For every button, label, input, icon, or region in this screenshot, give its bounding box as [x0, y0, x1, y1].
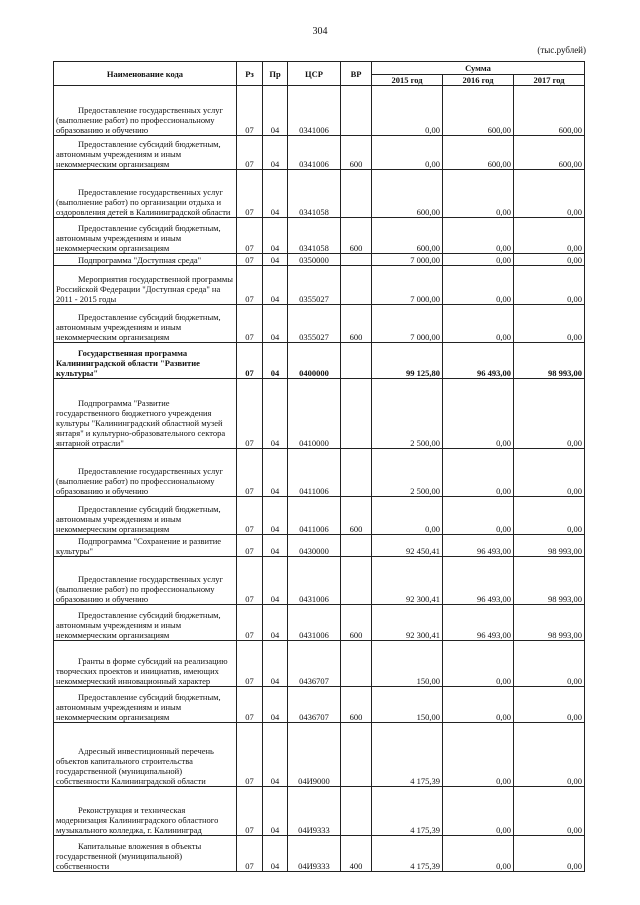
row-rz: 07 [237, 86, 263, 136]
row-vr [341, 266, 372, 305]
table-body [54, 86, 585, 872]
row-vr: 600 [341, 605, 372, 641]
row-name: Подпрограмма "Сохранение и развитие культуры" [54, 535, 237, 557]
row-name: Предоставление субсидий бюджетным, автономным учреждениям и иным некоммерческим организациям [54, 687, 237, 723]
row-y2016: 0,00 [443, 687, 514, 723]
row-rz: 07 [237, 305, 263, 343]
row-y2016: 600,00 [443, 86, 514, 136]
row-y2016: 0,00 [443, 254, 514, 266]
row-csr: 0341006 [288, 136, 341, 170]
row-csr: 0436707 [288, 641, 341, 687]
row-vr: 600 [341, 687, 372, 723]
row-y2016: 600,00 [443, 136, 514, 170]
row-y2015: 2 500,00 [372, 379, 443, 449]
row-y2017: 0,00 [514, 836, 585, 872]
row-name: Предоставление государственных услуг (выполнение работ) по профессиональному образованию и обучению [54, 86, 237, 136]
row-y2015: 0,00 [372, 497, 443, 535]
row-csr: 04И9333 [288, 787, 341, 836]
row-vr [341, 535, 372, 557]
col-csr: ЦСР [288, 62, 341, 86]
row-y2017: 0,00 [514, 449, 585, 497]
row-y2015: 0,00 [372, 136, 443, 170]
row-rz: 07 [237, 254, 263, 266]
row-pr: 04 [263, 787, 288, 836]
table-row [54, 266, 585, 305]
row-vr: 600 [341, 497, 372, 535]
table-row [54, 218, 585, 254]
row-rz: 07 [237, 343, 263, 379]
row-rz: 07 [237, 449, 263, 497]
row-y2017: 0,00 [514, 687, 585, 723]
row-y2015: 2 500,00 [372, 449, 443, 497]
row-pr: 04 [263, 254, 288, 266]
row-name: Предоставление государственных услуг (выполнение работ) по профессиональному образованию и обучению [54, 557, 237, 605]
row-name: Реконструкция и техническая модернизация Калининградского областного музыкального колледжа, г. Калининград [54, 787, 237, 836]
col-vr: ВР [341, 62, 372, 86]
row-csr: 0341058 [288, 218, 341, 254]
row-y2016: 0,00 [443, 379, 514, 449]
row-pr: 04 [263, 343, 288, 379]
row-rz: 07 [237, 605, 263, 641]
table-row [54, 641, 585, 687]
row-name: Подпрограмма "Доступная среда" [54, 254, 237, 266]
row-y2017: 0,00 [514, 641, 585, 687]
row-y2015: 150,00 [372, 641, 443, 687]
row-name: Адресный инвестиционный перечень объектов капитального строительства государственной (муниципальной) собственности Калининградской области [54, 723, 237, 787]
row-pr: 04 [263, 86, 288, 136]
row-vr [341, 86, 372, 136]
row-name: Предоставление субсидий бюджетным, автономным учреждениям и иным некоммерческим организациям [54, 497, 237, 535]
row-y2017: 0,00 [514, 787, 585, 836]
row-name: Капитальные вложения в объекты государственной (муниципальной) собственности [54, 836, 237, 872]
row-pr: 04 [263, 379, 288, 449]
row-rz: 07 [237, 557, 263, 605]
row-name: Предоставление государственных услуг (выполнение работ) по организации отдыха и оздоровления детей в Калининградской области [54, 170, 237, 218]
row-pr: 04 [263, 605, 288, 641]
row-csr: 0411006 [288, 497, 341, 535]
row-pr: 04 [263, 497, 288, 535]
table-row [54, 836, 585, 872]
row-rz: 07 [237, 379, 263, 449]
row-vr [341, 723, 372, 787]
table-row [54, 787, 585, 836]
row-vr [341, 787, 372, 836]
row-y2015: 0,00 [372, 86, 443, 136]
row-y2016: 0,00 [443, 266, 514, 305]
table-row [54, 687, 585, 723]
row-y2015: 4 175,39 [372, 836, 443, 872]
row-vr [341, 254, 372, 266]
row-name: Предоставление субсидий бюджетным, автономным учреждениям и иным некоммерческим организациям [54, 605, 237, 641]
row-pr: 04 [263, 557, 288, 605]
row-y2017: 98 993,00 [514, 557, 585, 605]
table-row [54, 170, 585, 218]
row-csr: 0355027 [288, 266, 341, 305]
col-name: Наименование кода [54, 62, 237, 86]
row-name: Предоставление субсидий бюджетным, автономным учреждениям и иным некоммерческим организациям [54, 305, 237, 343]
row-name: Гранты в форме субсидий на реализацию творческих проектов и инициатив, имеющих некоммерческий инновационный характер [54, 641, 237, 687]
row-csr: 0350000 [288, 254, 341, 266]
row-y2017: 98 993,00 [514, 605, 585, 641]
row-y2016: 0,00 [443, 641, 514, 687]
row-y2017: 98 993,00 [514, 535, 585, 557]
row-pr: 04 [263, 836, 288, 872]
row-name: Предоставление субсидий бюджетным, автономным учреждениям и иным некоммерческим организациям [54, 136, 237, 170]
row-y2016: 0,00 [443, 836, 514, 872]
row-pr: 04 [263, 266, 288, 305]
col-2015: 2015 год [372, 75, 443, 86]
row-name: Мероприятия государственной программы Российской Федерации "Доступная среда" на 2011 - 2015 годы [54, 266, 237, 305]
row-csr: 0430000 [288, 535, 341, 557]
col-pr: Пр [263, 62, 288, 86]
row-y2015: 600,00 [372, 218, 443, 254]
row-y2015: 99 125,80 [372, 343, 443, 379]
row-y2017: 0,00 [514, 497, 585, 535]
table-row [54, 305, 585, 343]
page-number: 304 [312, 26, 328, 37]
header-row [54, 62, 585, 75]
row-y2016: 0,00 [443, 170, 514, 218]
row-pr: 04 [263, 449, 288, 497]
row-rz: 07 [237, 497, 263, 535]
row-rz: 07 [237, 535, 263, 557]
row-csr: 0431006 [288, 557, 341, 605]
table-row [54, 86, 585, 136]
table-row [54, 136, 585, 170]
row-y2015: 150,00 [372, 687, 443, 723]
col-rz: Рз [237, 62, 263, 86]
budget-table [53, 61, 585, 872]
row-name: Подпрограмма "Развитие государственного бюджетного учреждения культуры "Калининградский областной музей янтаря" и культурно-образовательного сектора янтарной отрасли" [54, 379, 237, 449]
row-y2015: 4 175,39 [372, 723, 443, 787]
row-y2017: 98 993,00 [514, 343, 585, 379]
row-rz: 07 [237, 266, 263, 305]
row-name: Государственная программа Калининградской области "Развитие культуры" [54, 343, 237, 379]
table-row [54, 254, 585, 266]
row-rz: 07 [237, 687, 263, 723]
row-y2016: 0,00 [443, 723, 514, 787]
row-vr: 600 [341, 305, 372, 343]
row-y2016: 0,00 [443, 787, 514, 836]
table-row [54, 343, 585, 379]
row-pr: 04 [263, 305, 288, 343]
row-y2016: 0,00 [443, 497, 514, 535]
row-csr: 0341006 [288, 86, 341, 136]
row-csr: 0410000 [288, 379, 341, 449]
row-y2016: 0,00 [443, 218, 514, 254]
row-y2016: 0,00 [443, 449, 514, 497]
table-row [54, 723, 585, 787]
table-row [54, 535, 585, 557]
row-vr [341, 449, 372, 497]
row-csr: 0436707 [288, 687, 341, 723]
row-csr: 04И9333 [288, 836, 341, 872]
row-csr: 0431006 [288, 605, 341, 641]
row-vr [341, 557, 372, 605]
row-csr: 04И9000 [288, 723, 341, 787]
row-vr: 600 [341, 136, 372, 170]
row-y2017: 600,00 [514, 136, 585, 170]
row-y2015: 7 000,00 [372, 266, 443, 305]
row-y2017: 0,00 [514, 305, 585, 343]
row-rz: 07 [237, 836, 263, 872]
col-2016: 2016 год [443, 75, 514, 86]
col-2017: 2017 год [514, 75, 585, 86]
table-row [54, 497, 585, 535]
row-csr: 0355027 [288, 305, 341, 343]
row-y2016: 0,00 [443, 305, 514, 343]
row-rz: 07 [237, 170, 263, 218]
table-row [54, 449, 585, 497]
row-pr: 04 [263, 218, 288, 254]
row-rz: 07 [237, 136, 263, 170]
row-rz: 07 [237, 218, 263, 254]
row-y2017: 0,00 [514, 218, 585, 254]
row-vr: 400 [341, 836, 372, 872]
row-rz: 07 [237, 641, 263, 687]
row-y2017: 0,00 [514, 723, 585, 787]
row-y2015: 92 300,41 [372, 605, 443, 641]
row-y2017: 0,00 [514, 254, 585, 266]
row-y2015: 7 000,00 [372, 254, 443, 266]
row-csr: 0411006 [288, 449, 341, 497]
row-vr [341, 379, 372, 449]
row-name: Предоставление государственных услуг (выполнение работ) по профессиональному образованию и обучению [54, 449, 237, 497]
row-csr: 0400000 [288, 343, 341, 379]
row-pr: 04 [263, 641, 288, 687]
row-pr: 04 [263, 170, 288, 218]
row-y2016: 96 493,00 [443, 605, 514, 641]
row-pr: 04 [263, 136, 288, 170]
row-y2015: 4 175,39 [372, 787, 443, 836]
row-y2016: 96 493,00 [443, 343, 514, 379]
row-y2016: 96 493,00 [443, 535, 514, 557]
row-y2015: 92 450,41 [372, 535, 443, 557]
row-rz: 07 [237, 787, 263, 836]
row-y2015: 600,00 [372, 170, 443, 218]
row-csr: 0341058 [288, 170, 341, 218]
row-pr: 04 [263, 723, 288, 787]
table-row [54, 557, 585, 605]
row-vr [341, 170, 372, 218]
row-y2015: 92 300,41 [372, 557, 443, 605]
row-y2017: 0,00 [514, 379, 585, 449]
row-y2017: 0,00 [514, 170, 585, 218]
row-vr: 600 [341, 218, 372, 254]
row-pr: 04 [263, 535, 288, 557]
row-name: Предоставление субсидий бюджетным, автономным учреждениям и иным некоммерческим организациям [54, 218, 237, 254]
table-row [54, 605, 585, 641]
units-label: (тыс.рублей) [537, 45, 586, 55]
row-y2016: 96 493,00 [443, 557, 514, 605]
row-y2017: 600,00 [514, 86, 585, 136]
row-rz: 07 [237, 723, 263, 787]
row-vr [341, 343, 372, 379]
row-y2015: 7 000,00 [372, 305, 443, 343]
col-sum: Сумма [372, 62, 585, 75]
row-vr [341, 641, 372, 687]
row-y2017: 0,00 [514, 266, 585, 305]
row-pr: 04 [263, 687, 288, 723]
table-row [54, 379, 585, 449]
